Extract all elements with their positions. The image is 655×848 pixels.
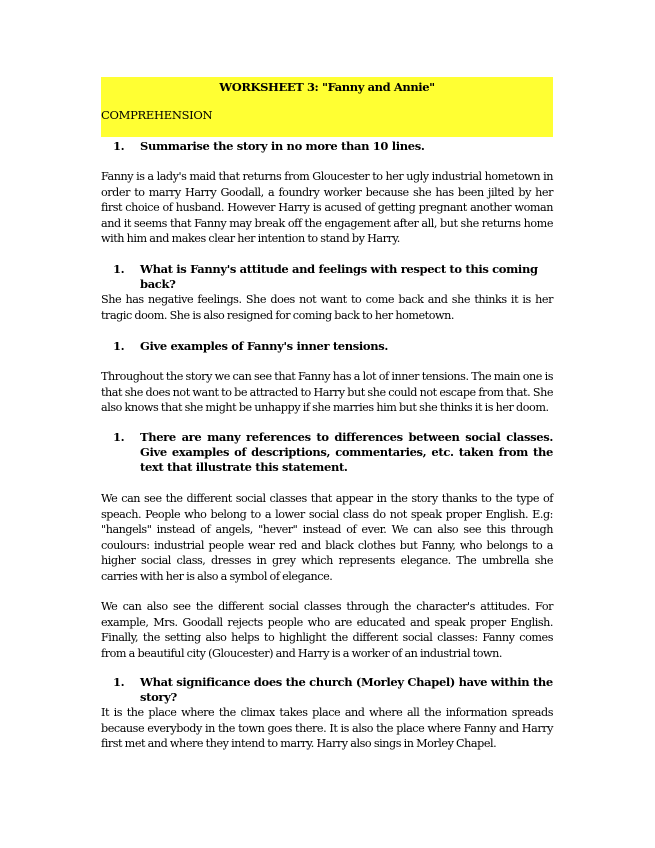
question-text: Summarise the story in no more than 10 lines. xyxy=(140,139,425,153)
question-3 xyxy=(113,339,553,354)
question-5 xyxy=(113,675,553,705)
question-number: 1. xyxy=(113,339,125,353)
worksheet-title: WORKSHEET 3: "Fanny and Annie" xyxy=(219,80,435,94)
question-text: What is Fanny's attitude and feelings with respect to this coming back? xyxy=(140,262,538,291)
answer-4-paragraph-1: We can see the different social classes that appear in the story thanks to the type of speach. People who belong to a lower social class do not speak proper English. E.g: "hangels" instead of angels, "hever" instead of ever. We can also see this through coulours: industrial people wear red and black clothes but Fanny, who belongs to a higher social class, dresses in grey which represents elegance. The umbrella she carries with her is also a symbol of elegance. xyxy=(101,492,553,583)
question-2 xyxy=(113,262,553,292)
question-text: What significance does the church (Morley Chapel) have within the story? xyxy=(140,675,553,704)
answer-3: Throughout the story we can see that Fanny has a lot of inner tensions. The main one is that she does not want to be attracted to Harry but she could not escape from that. She also knows that she might be unhappy if she marries him but she thinks it is her doom. xyxy=(101,370,553,415)
answer-1: Fanny is a lady's maid that returns from Gloucester to her ugly industrial hometown in order to marry Harry Goodall, a foundry worker because she has been jilted by her first choice of husband. However Harry is acused of getting pregnant another woman and it seems that Fanny may break off the engagement after all, but she returns home with him and makes clear her intention to stand by Harry. xyxy=(101,170,553,246)
section-heading: COMPREHENSION xyxy=(101,108,213,122)
question-text: Give examples of Fanny's inner tensions. xyxy=(140,339,389,353)
question-number: 1. xyxy=(113,262,125,276)
question-number: 1. xyxy=(113,139,125,153)
answer-4-paragraph-2: We can also see the different social classes through the character's attitudes. For example, Mrs. Goodall rejects people who are educated and speak proper English. Finally, the setting also helps to highlight the different social classes: Fanny comes from a beautiful city (Gloucester) and Harry is a worker of an industrial town. xyxy=(101,600,553,660)
question-number: 1. xyxy=(113,675,125,689)
question-1 xyxy=(113,139,553,154)
answer-2: She has negative feelings. She does not want to come back and she thinks it is her tragic doom. She is also resigned for coming back to her hometown. xyxy=(101,293,553,322)
question-text: There are many references to differences between social classes. Give examples of descriptions, commentaries, etc. taken from the text that illustrate this statement. xyxy=(140,430,553,474)
answer-5: It is the place where the climax takes place and where all the information spreads because everybody in the town goes there. It is also the place where Fanny and Harry first met and where they intend to marry. Harry also sings in Morley Chapel. xyxy=(101,706,553,751)
question-4 xyxy=(113,430,553,475)
question-number: 1. xyxy=(113,430,125,444)
